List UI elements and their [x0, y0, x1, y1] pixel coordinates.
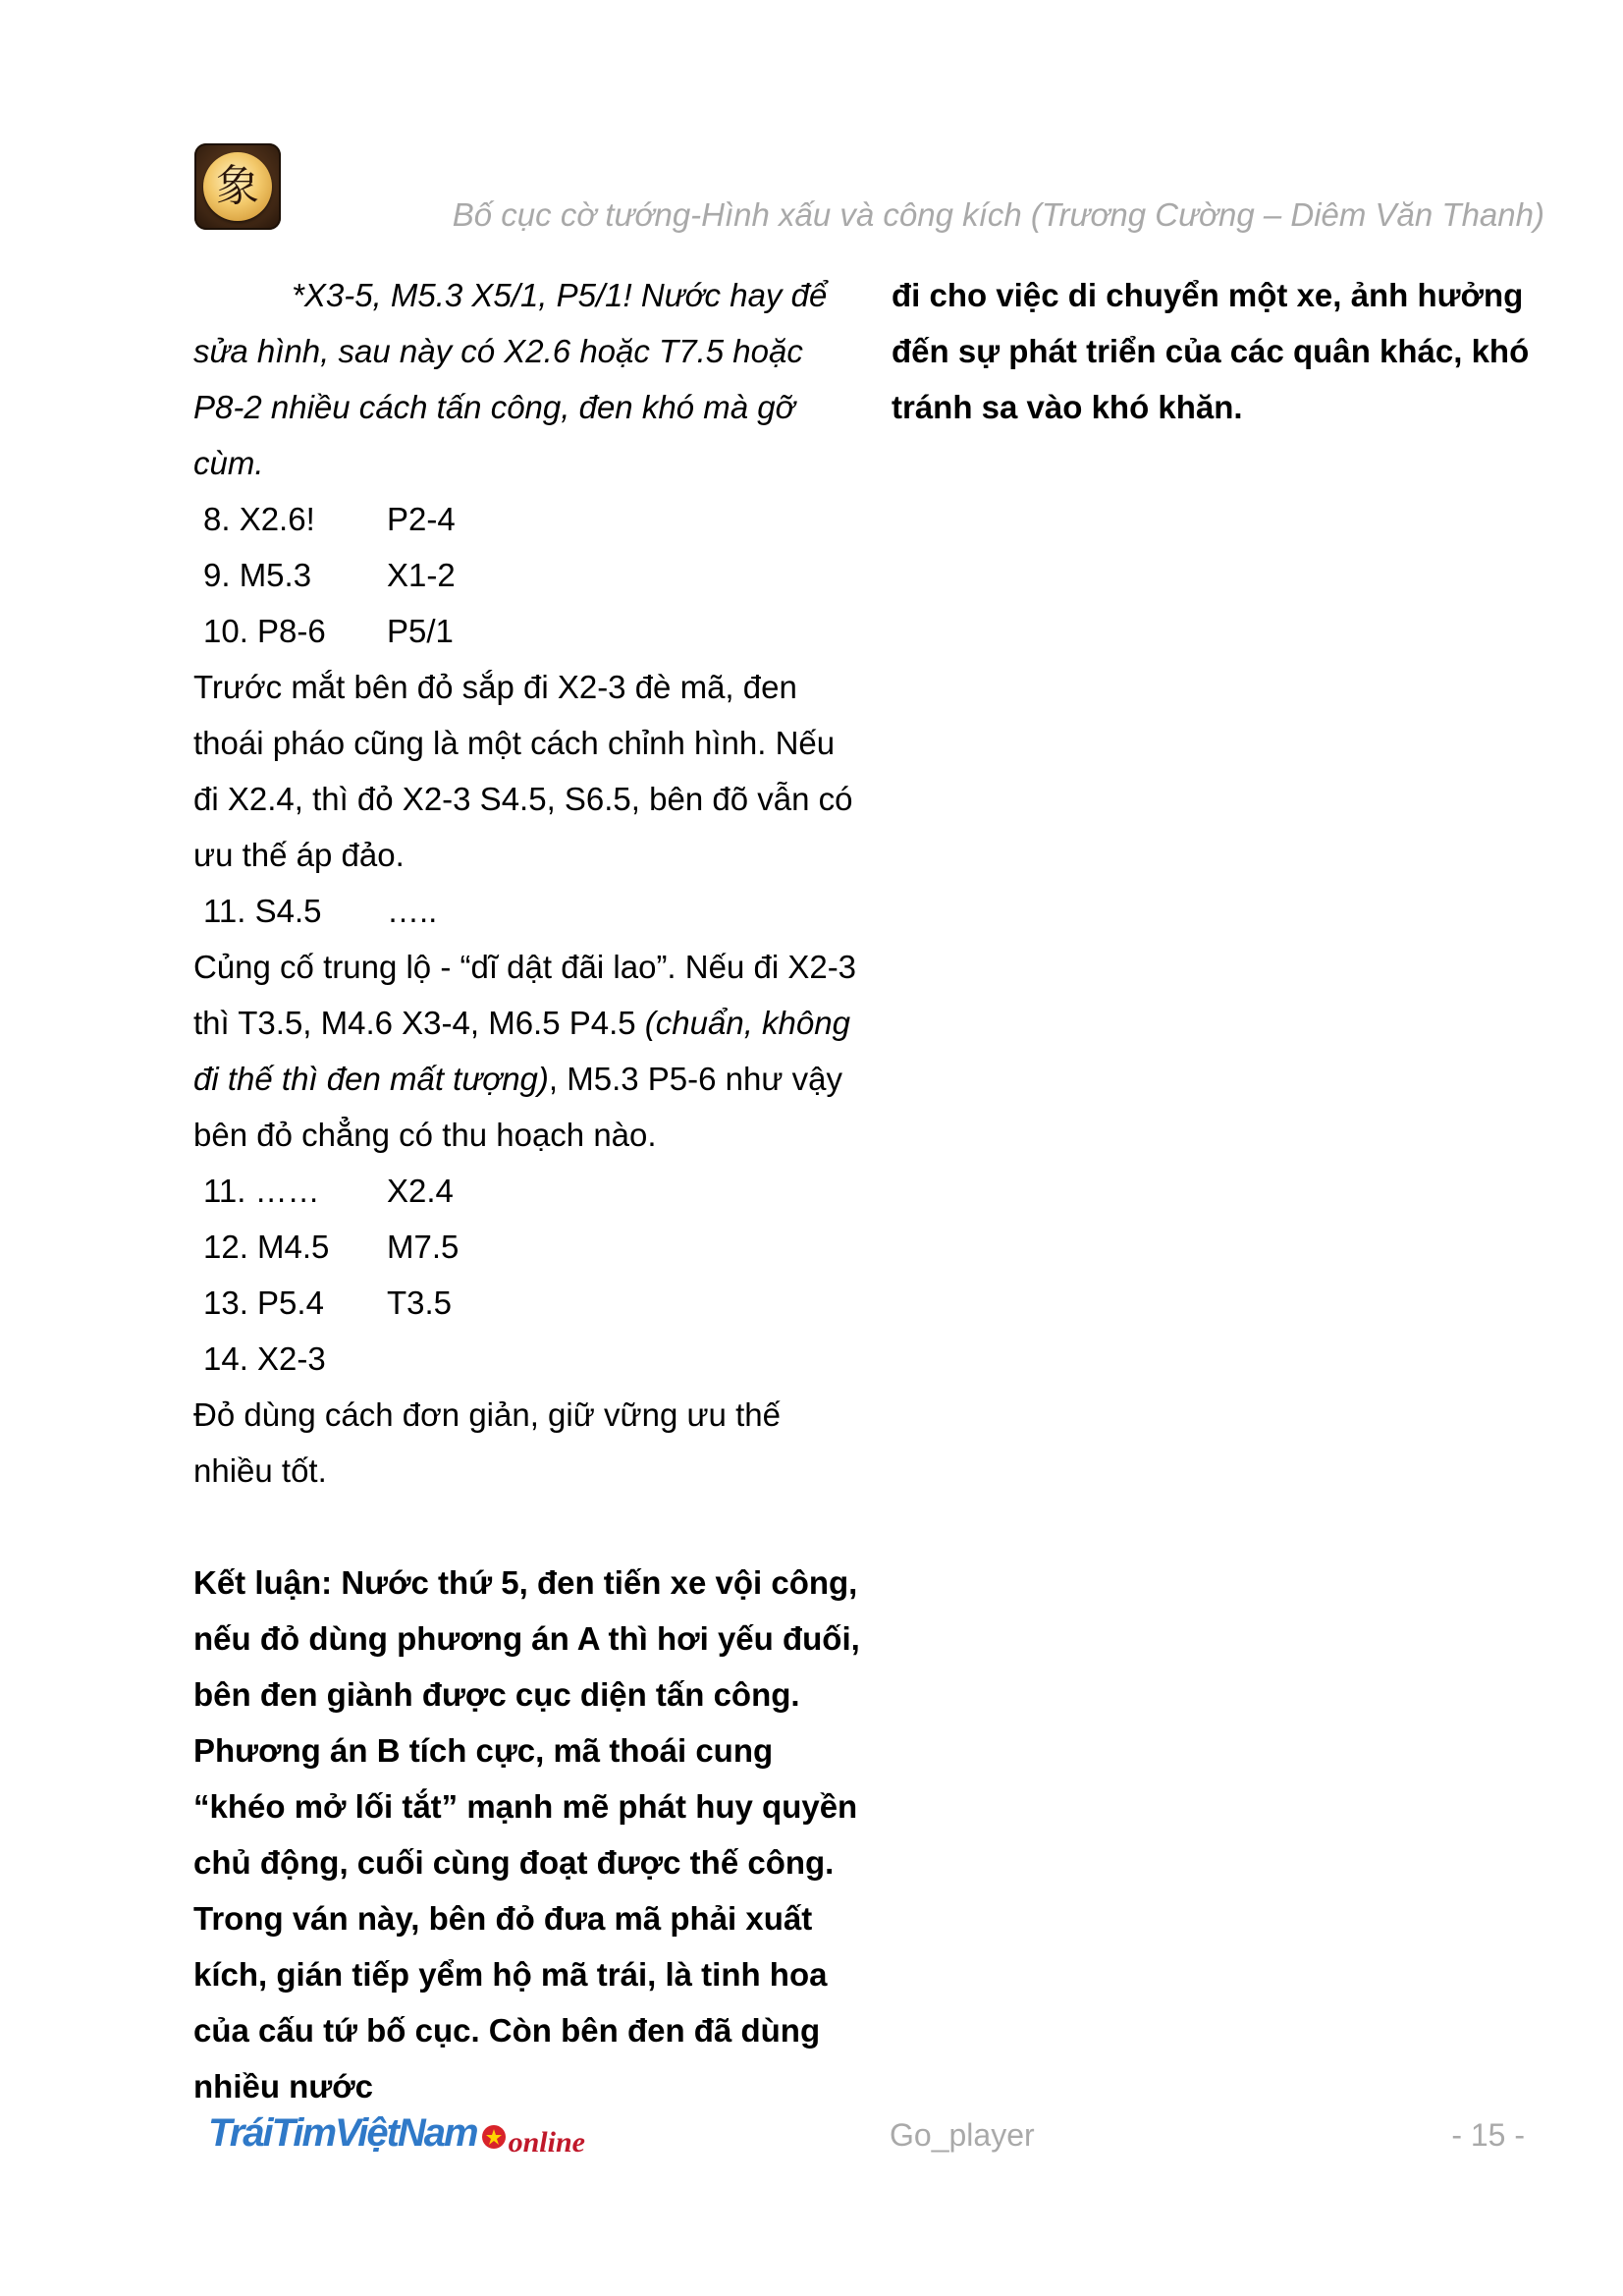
vietnam-flag-icon	[481, 2124, 507, 2150]
footer-logo	[208, 2111, 585, 2159]
move-red: 9. M5.3	[203, 557, 312, 593]
paragraph-annotation: *X3-5, M5.3 X5/1, P5/1! Nước hay để sửa hình, sau này có X2.6 hoặc T7.5 hoặc P8-2 nhiều cách tấn công, đen khó mà gỡ cùm.	[193, 277, 828, 481]
xiangqi-logo	[194, 143, 281, 230]
footer-author: Go_player	[890, 2117, 1035, 2153]
move-row	[193, 1331, 861, 1387]
move-row	[193, 1163, 861, 1219]
move-black: P2-4	[387, 501, 456, 537]
move-black: M7.5	[387, 1229, 460, 1265]
text-run: Củng cố trung lộ - “dĩ dật đãi lao”. Nếu đi X2-3 thì T3.5, M4.6 X3-4, M6.5 P4.5	[193, 949, 857, 1041]
paragraph-summary-continued: đi cho việc di chuyển một xe, ảnh hưởng đến sự phát triển của các quân khác, khó tránh sa vào khó khăn.	[892, 277, 1530, 425]
move-black: X2.4	[387, 1173, 454, 1209]
move-black: X1-2	[387, 557, 456, 593]
blank-line	[193, 1499, 861, 1555]
footer-brand: TráiTimViệtNam	[208, 2111, 477, 2155]
paragraph-commentary: Trước mắt bên đỏ sắp đi X2-3 đè mã, đen thoái pháo cũng là một cách chỉnh hình. Nếu đi X2.4, thì đỏ X2-3 S4.5, S6.5, bên đõ vẫn có ưu thế áp đảo.	[193, 669, 853, 873]
paragraph-conclusion: Kết luận: Nước thứ 5, đen tiến xe vội công, nếu đỏ dùng phương án A thì hơi yếu đuối, bên đen giành được cục diện tấn công. Phương án B tích cực, mã thoái cung “khéo mở lối tắt” mạnh mẽ phát huy quyền chủ động, cuối cùng đoạt được thế công.	[193, 1564, 860, 1881]
text-run: , M5.3 P5-6 như vậy bên đỏ chẳng có thu hoạch nào.	[193, 1061, 842, 1153]
paragraph-summary: Trong ván này, bên đỏ đưa mã phải xuất kích, gián tiếp yểm hộ mã trái, là tinh hoa của cấu tứ bố cục. Còn bên đen đã dùng nhiều nước	[193, 1900, 828, 2105]
page-number: - 15 -	[1451, 2117, 1525, 2153]
move-red: 8. X2.6!	[203, 501, 315, 537]
right-column	[892, 267, 1559, 435]
move-row	[193, 883, 861, 939]
move-red: 12. M4.5	[203, 1229, 330, 1265]
elephant-piece-icon	[203, 152, 272, 221]
paragraph-commentary: Đỏ dùng cách đơn giản, giữ vững ưu thế nhiều tốt.	[193, 1396, 781, 1489]
move-red: 13. P5.4	[203, 1285, 324, 1321]
text-run-italic: (chuẩn, không đi thế thì đen mất tượng)	[193, 1005, 850, 1097]
move-red: 14. X2-3	[203, 1340, 326, 1377]
page-header-title: Bố cục cờ tướng-Hình xấu và công kích (Trương Cường – Diêm Văn Thanh)	[452, 196, 1544, 233]
logo-glyph: 象	[216, 161, 259, 211]
move-row	[193, 1219, 861, 1275]
move-row	[193, 1275, 861, 1331]
move-red: 11. ……	[203, 1173, 320, 1209]
move-black: …..	[387, 893, 438, 929]
footer-online: online	[508, 2126, 585, 2159]
move-black: T3.5	[387, 1285, 453, 1321]
move-row	[193, 547, 861, 603]
left-column	[193, 267, 861, 2114]
move-red: 10. P8-6	[203, 613, 326, 649]
move-row	[193, 603, 861, 659]
paragraph-commentary	[193, 939, 861, 1163]
move-black: P5/1	[387, 613, 454, 649]
move-row	[193, 491, 861, 547]
move-red: 11. S4.5	[203, 893, 322, 929]
